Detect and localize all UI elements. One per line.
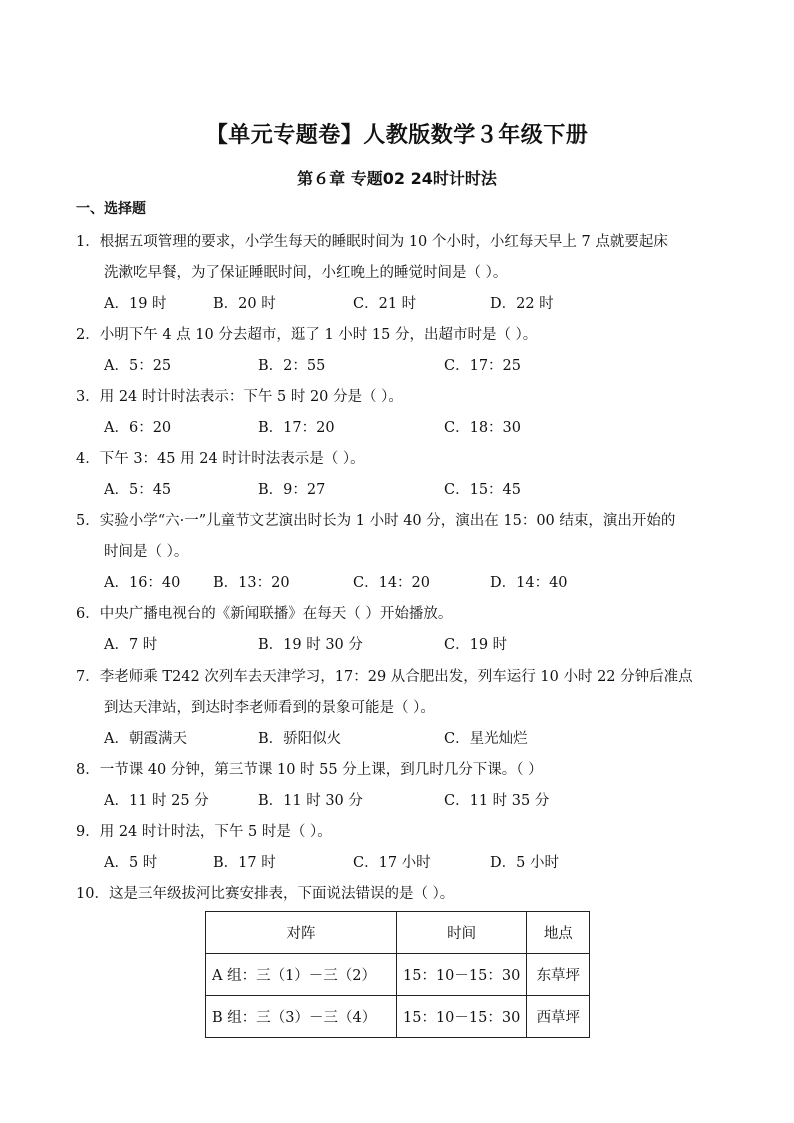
question-1-text: 1．根据五项管理的要求，小学生每天的睡眠时间为 10 个小时，小红每天早上 7 点就要起床: [76, 234, 668, 250]
question-4-text: 4．下午 3：45 用 24 时计时法表示是（ ）。: [76, 451, 365, 467]
question-7-text-cont: 到达天津站，到达时李老师看到的景象可能是（ ）。: [104, 700, 435, 716]
question-2-option-a: A．5：25: [104, 358, 172, 374]
question-4-option-b: B．9：27: [258, 482, 326, 498]
question-1-option-a: A．19 时: [104, 296, 167, 312]
question-8-option-c: C．11 时 35 分: [444, 793, 550, 809]
question-6-option-a: A．7 时: [104, 637, 158, 653]
question-3-option-c: C．18：30: [444, 420, 521, 436]
table-row: [206, 954, 590, 996]
question-2-text: 2．小明下午 4 点 10 分去超市，逛了 1 小时 15 分，出超市时是（ ）。: [76, 327, 538, 343]
question-8-option-a: A．11 时 25 分: [104, 793, 209, 809]
question-7-option-a: A．朝霞满天: [104, 731, 187, 747]
question-3-text: 3．用 24 时计时法表示：下午 5 时 20 分是（ ）。: [76, 389, 403, 405]
question-10-text: 10．这是三年级拔河比赛安排表，下面说法错误的是（ ）。: [76, 886, 455, 902]
question-1-option-d: D．22 时: [490, 296, 554, 312]
table-header-location: 地点: [527, 912, 590, 954]
table-cell-time: 15：10－15：30: [397, 996, 527, 1038]
section-heading: 一、选择题: [76, 201, 146, 217]
question-1-option-b: B．20 时: [213, 296, 276, 312]
question-9-text: 9．用 24 时计时法，下午 5 时是（ ）。: [76, 824, 332, 840]
table-cell-time: 15：10－15：30: [397, 954, 527, 996]
table-row: [206, 996, 590, 1038]
table-header-matchup: 对阵: [206, 912, 397, 954]
page-title: 【单元专题卷】人教版数学３年级下册: [205, 123, 589, 148]
question-7-text: 7．李老师乘 T242 次列车去天津学习，17：29 从合肥出发，列车运行 10 小时 22 分钟后准点: [76, 669, 693, 685]
page-subtitle: 第６章 专题02 24时计时法: [297, 169, 497, 188]
question-4-option-c: C．15：45: [444, 482, 521, 498]
question-9-option-c: C．17 小时: [353, 855, 431, 871]
question-5-option-c: C．14：20: [353, 575, 430, 591]
question-2-option-c: C．17：25: [444, 358, 521, 374]
question-4-option-a: A．5：45: [104, 482, 172, 498]
question-8-option-b: B．11 时 30 分: [258, 793, 363, 809]
question-9-option-a: A．5 时: [104, 855, 158, 871]
table-cell-location: 东草坪: [527, 954, 590, 996]
question-9-option-d: D．5 小时: [490, 855, 559, 871]
question-2-option-b: B．2：55: [258, 358, 326, 374]
table-header-time: 时间: [397, 912, 527, 954]
table-header-row: [206, 912, 590, 954]
question-7-option-b: B．骄阳似火: [258, 731, 342, 747]
table-cell-location: 西草坪: [527, 996, 590, 1038]
question-6-option-c: C．19 时: [444, 637, 508, 653]
question-5-option-d: D．14：40: [490, 575, 568, 591]
question-7-option-c: C．星光灿烂: [444, 731, 528, 747]
table-cell-matchup: B 组：三（3）－三（4）: [206, 996, 397, 1038]
question-3-option-b: B．17：20: [258, 420, 335, 436]
question-1-option-c: C．21 时: [353, 296, 417, 312]
question-5-text: 5．实验小学“六·一”儿童节文艺演出时长为 1 小时 40 分，演出在 15：00 结束，演出开始的: [76, 513, 676, 529]
question-5-text-cont: 时间是（ ）。: [104, 544, 189, 560]
question-5-option-a: A．16：40: [104, 575, 181, 591]
question-1-text-cont: 洗漱吃早餐，为了保证睡眠时间，小红晚上的睡觉时间是（ ）。: [104, 265, 508, 281]
question-6-option-b: B．19 时 30 分: [258, 637, 363, 653]
table-cell-matchup: A 组：三（1）－三（2）: [206, 954, 397, 996]
question-8-text: 8．一节课 40 分钟，第三节课 10 时 55 分上课，到几时几分下课。（ ）: [76, 762, 543, 778]
question-6-text: 6．中央广播电视台的《新闻联播》在每天（ ）开始播放。: [76, 606, 453, 622]
question-3-option-a: A．6：20: [104, 420, 172, 436]
schedule-table: [205, 911, 590, 1038]
question-9-option-b: B．17 时: [213, 855, 276, 871]
question-5-option-b: B．13：20: [213, 575, 290, 591]
